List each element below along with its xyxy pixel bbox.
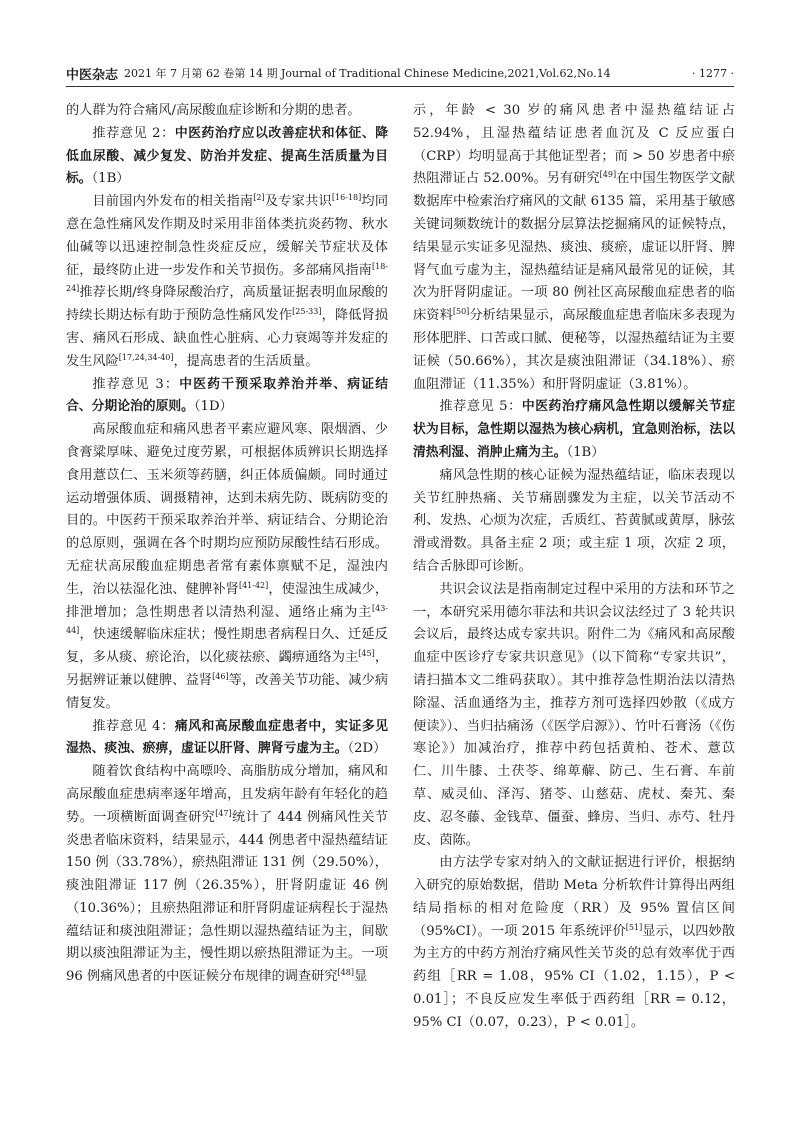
citation: [47] — [215, 808, 232, 818]
text-run: 目前国内外发布的相关指南 — [92, 194, 254, 210]
text-run: 在中国生物医学文献数据库中检索治疗痛风的文献 6135 篇，采用基于敏感关键词频数统计的数据分层算法挖掘痛风的证候特点，结果显示实证多见湿热、痰浊、痰瘀，虚证以肝肾、脾肾气血亏虚为主，湿热蕴结证是痛风最常见的证候，其次为肝肾阴虚证。一项 80 例社区高尿酸血症患者的临床资料 — [413, 171, 735, 324]
paragraph-text: 的人群为符合痛风/高尿酸血症诊断和分期的患者。 — [66, 103, 361, 118]
text-run: 显示，以四妙散为主方的中药方剂治疗痛风性关节炎的总有效率优于西药组［RR = 1.08，95% CI（1.02，1.15），P < 0.01］；不良反应发生率低于西药组［RR = 0.12，95% CI（0.07，0.23），P < 0.01］。 — [413, 923, 735, 1030]
citation: [50] — [452, 307, 470, 317]
paragraph — [66, 100, 388, 123]
citation: [46] — [212, 671, 229, 681]
paragraph — [413, 465, 735, 579]
text-run: 示，年龄 < 30 岁的痛风患者中湿热蕴结证占 52.94%，且湿热蕴结证患者血沉及 C 反应蛋白（CRP）均明显高于其他证型者；而 > 50 岁患者中瘀热阻滞证占 52.00%。另有研究 — [413, 103, 735, 187]
citation: [2] — [253, 193, 265, 203]
paragraph — [413, 579, 735, 853]
text-run: 分析结果显示，高尿酸血症患者临床多表现为形体肥胖、口苦或口腻、便秘等，以湿热蕴结证为主要证候（50.66%），其次是痰浊阻滞证（34.18%）、瘀血阻滞证（11.35%）和肝肾阴虚证（3.81%）。 — [413, 308, 735, 392]
recommendation-text: 中医药治疗应以改善症状和体征、降低血尿酸、减少复发、防治并发症、提高生活质量为目标。 — [66, 125, 388, 187]
citation: [17,24,34-40] — [118, 352, 174, 362]
paragraph-text: 共识会议法是指南制定过程中采用的方法和环节之一，本研究采用德尔菲法和共识会议法经过了 3 轮共识会议后，最终达成专家共识。附件二为《痛风和高尿酸血症中医诊疗专家共识意见》（以下简称“专家共识”，请扫描本文二维码获取）。其中推荐急性期治法以清热除湿、活血通络为主，推荐方剂可选择四妙散（《成方便读》）、当归拈痛汤（《医学启源》）、竹叶石膏汤（《伤寒论》）加减治疗，推荐中药包括黄柏、苍术、薏苡仁、川牛膝、土茯苓、绵萆薢、防己、生石膏、车前草、威灵仙、泽泻、猪苓、山慈菇、虎杖、秦艽、秦皮、忍冬藤、金钱草、僵蚕、蜂房、当归、赤芍、牡丹皮、茵陈。 — [413, 581, 735, 848]
recommendation-lead: 推荐意见 3： — [92, 376, 180, 392]
citation: [41-42] — [238, 580, 269, 590]
right-column — [413, 100, 735, 1035]
recommendation-text: 中医药干预采取养治并举、病证结合、分期论治的原则。 — [66, 376, 389, 415]
citation: [49] — [599, 170, 617, 180]
issue-info: 2021 年 7 月第 62 卷第 14 期 Journal of Traditional Chinese Medicine,2021,Vol.62,No.14 — [124, 67, 611, 80]
left-column — [66, 100, 388, 989]
recommendation-5 — [413, 396, 735, 464]
text-run: 统计了 444 例痛风性关节炎患者临床资料，结果显示，444 例患者中湿热蕴结证 150 例（33.78%），瘀热阻滞证 131 例（29.50%），痰浊阻滞证 117 例（26.35%），肝肾阴虚证 46 例（10.36%）；且瘀热阻滞证和肝肾阴虚证病程长于湿热蕴结证和痰浊阻滞证；急性期以湿热蕴结证为主，间歇期以痰浊阻滞证为主，慢性期以瘀热阻滞证为主。一项 96 例痛风患者的中医证候分布规律的调查研究 — [66, 809, 388, 985]
header-left — [66, 64, 611, 83]
recommendation-text: 痛风和高尿酸血症患者中，实证多见湿热、痰浊、瘀痹，虚证以肝肾、脾肾亏虚为主。 — [66, 718, 388, 757]
text-run: ，快速缓解临床症状；慢性期患者病程日久、迁延反复，多从痰、瘀论治，以化痰祛瘀、蠲痹通络为主 — [66, 627, 388, 666]
recommendation-2 — [66, 123, 388, 191]
journal-name: 中医杂志 — [66, 67, 119, 83]
text-run: 随着饮食结构中高嘌呤、高脂肪成分增加，痛风和高尿酸血症患病率逐年增高，且发病年龄有年轻化的趋势。一项横断面调查研究 — [66, 764, 388, 825]
text-run: 由方法学专家对纳入的文献证据进行评价，根据纳入研究的原始数据，借助 Meta 分析软件计算得出两组结局指标的相对危险度（RR）及 95% 置信区间（95%CI）。一项 2015 年系统评价 — [413, 855, 735, 939]
evidence-grade: （1B） — [91, 171, 130, 187]
evidence-grade: （1B） — [566, 444, 605, 460]
paragraph — [413, 852, 735, 1034]
recommendation-lead: 推荐意见 5： — [439, 399, 522, 415]
text-run: 及专家共识 — [264, 194, 332, 210]
text-run: 等，改善关节功能、减少病情复发。 — [66, 672, 389, 711]
paragraph — [66, 761, 388, 989]
citation: [48] — [337, 968, 354, 978]
header-rule — [66, 86, 734, 87]
text-run: ，另据辨证兼以健脾、益肾 — [66, 650, 389, 688]
paragraph — [66, 191, 388, 373]
evidence-grade: （2D） — [347, 741, 387, 757]
recommendation-3 — [66, 374, 388, 420]
text-run: ，降低肾损害、痛风石形成、缺血性心脏病、心力衰竭等并发症的发生风险 — [66, 308, 389, 369]
text-run: 推荐长期/终身降尿酸治疗，高质量证据表明血尿酸的持续长期达标有助于预防急性痛风发作 — [66, 285, 388, 324]
recommendation-lead: 推荐意见 2： — [92, 125, 175, 141]
recommendation-4 — [66, 716, 388, 762]
citation: [45] — [358, 649, 375, 659]
evidence-grade: （1D） — [193, 399, 233, 415]
text-run: ，使湿浊生成减少，排泄增加；急性期患者以清热利湿、通络止痛为主 — [66, 581, 389, 620]
text-run: 高尿酸血症和痛风患者平素应避风寒、限烟酒、少食膏粱厚味、避免过度劳累，可根据体质辨识长期选择食用薏苡仁、玉米须等药膳，纠正体质偏颇。同时通过运动增强体质、调摄精神，达到未病先防、既病防变的目的。中医药干预采取养治并举、病证结合、分期论治的总原则，强调在各个时期均应预防尿酸性结石形成。无症状高尿酸血症期患者常有素体禀赋不足，湿浊内生，治以祛湿化浊、健脾补肾 — [66, 422, 388, 597]
paragraph — [413, 100, 735, 396]
citation: [25-33] — [292, 307, 322, 317]
citation: [51] — [625, 922, 643, 932]
recommendation-lead: 推荐意见 4： — [92, 718, 175, 734]
text-run: 均同意在急性痛风发作期及时采用非甾体类抗炎药物、秋水仙碱等以迅速控制急性炎症反应，缓解关节症状及体征，最终防止进一步发作和关节损伤。多部痛风指南 — [66, 194, 389, 278]
citation: [18-24] — [66, 261, 388, 294]
recommendation-text: 中医药治疗痛风急性期以缓解关节症状为目标，急性期以湿热为核心病机，宜急则治标，法以清热利湿、消肿止痛为主。 — [413, 399, 735, 460]
paragraph-text: 痛风急性期的核心证候为湿热蕴结证，临床表现以关节红肿热痛、关节痛剧骤发为主症，以关节活动不利、发热、心烦为次症，舌质红、苔黄腻或黄厚，脉弦滑或滑数。具备主症 2 项；或主症 1 项，次症 2 项，结合舌脉即可诊断。 — [413, 467, 735, 574]
running-header — [66, 62, 734, 84]
text-run: 显 — [353, 969, 368, 985]
text-run: ，提高患者的生活质量。 — [173, 353, 319, 369]
page-number: · 1277 · — [692, 66, 734, 80]
citation: [16-18] — [331, 193, 362, 203]
paragraph — [66, 419, 388, 715]
citation: [43-44] — [66, 603, 388, 636]
